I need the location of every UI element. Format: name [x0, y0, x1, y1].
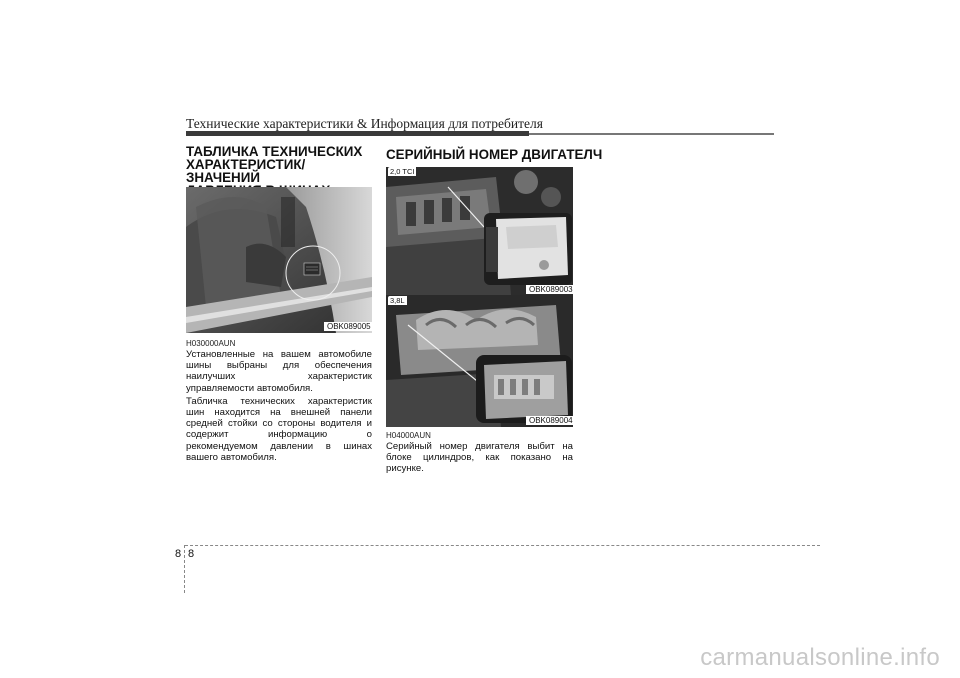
- left-paragraph-2: Табличка технических характеристик шин находится на внешней панели средней стойки со стороны водителя и содержит информацию о рекомендуемом давлении в шинах вашего автомобиля.: [186, 395, 372, 463]
- engine-2-0-illustration: [386, 167, 573, 295]
- right-paragraph: Серийный номер двигателя выбит на блоке цилиндров, как показано на рисунке.: [386, 441, 573, 475]
- left-title-line-2: ХАРАКТЕРИСТИК/ЗНАЧЕНИЙ: [186, 157, 306, 185]
- engine-photo-1-label: 2,0 TCI: [390, 167, 415, 176]
- footer-divider: [184, 545, 185, 593]
- right-body: [386, 441, 573, 477]
- door-pillar-photo: [186, 187, 372, 333]
- engine-photo-2: [386, 295, 573, 427]
- door-pillar-illustration: [186, 187, 372, 333]
- page-number: 8: [188, 548, 195, 560]
- engine-photo-2-label: 3,8L: [390, 296, 405, 305]
- engine-photo-2-code: OBK089004: [526, 416, 576, 425]
- header-title: Технические характеристики & Информация для потребителя: [186, 116, 543, 131]
- engine-photo-1: [386, 167, 573, 295]
- left-paragraph-1: Установленные на вашем автомобиле шины выбраны для обеспечения наилучших характеристик управляемости автомобиля.: [186, 349, 372, 394]
- footer-rule: [185, 545, 820, 546]
- right-section-title: СЕРИЙНЫЙ НОМЕР ДВИГАТЕЛЧ: [386, 147, 603, 162]
- header-rule: [529, 133, 774, 135]
- watermark: carmanualsonline.info: [700, 644, 940, 671]
- engine-3-8-illustration: [386, 295, 573, 427]
- left-photo-code: OBK089005: [324, 322, 374, 331]
- left-title-line-1: ТАБЛИЧКА ТЕХНИЧЕСКИХ: [186, 144, 363, 159]
- left-text-code: H030000AUN: [186, 339, 236, 348]
- engine-photo-1-code: OBK089003: [526, 285, 576, 294]
- left-body: [186, 349, 372, 465]
- right-text-code: H04000AUN: [386, 431, 431, 440]
- section-number: 8: [175, 548, 182, 560]
- header-bar: [186, 131, 529, 136]
